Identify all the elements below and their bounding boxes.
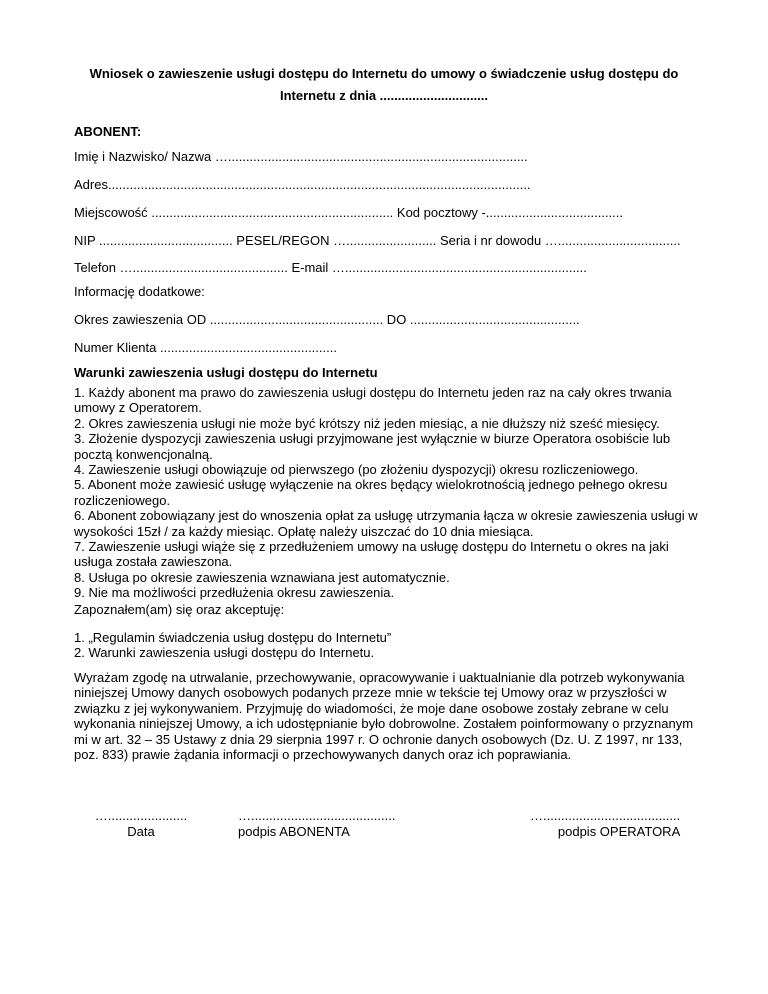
title-line-2: Internetu z dnia .............................. xyxy=(279,88,489,103)
condition-line: rozliczeniowego. xyxy=(74,492,171,508)
acceptance-item: 2. Warunki zawieszenia usługi dostępu do Internetu. xyxy=(74,645,375,661)
operator-signature xyxy=(530,808,680,840)
date-dots: …...................... xyxy=(94,808,188,823)
date-label: Data xyxy=(127,824,155,839)
condition-line: 2. Okres zawieszenia usługi nie może być krótszy niż jeden miesiąc, a nie dłuższy niż sześć miesięcy. xyxy=(74,415,660,431)
consent-line: poz. 833) prawie żądania informacji o przechowywanych danych oraz ich poprawiania. xyxy=(74,747,572,763)
condition-line: 4. Zawieszenie usługi obowiązuje od pierwszego (po złożeniu dyspozycji) okresu rozliczeniowego. xyxy=(74,462,639,478)
condition-line: 7. Zawieszenie usługi wiąże się z przedłużeniem umowy na usługę dostępu do Internetu o okres na jaki xyxy=(74,539,669,555)
condition-line: umowy z Operatorem. xyxy=(74,400,202,416)
conditions-list xyxy=(74,385,704,601)
conditions-heading: Warunki zawieszenia usługi dostępu do Internetu xyxy=(74,365,378,380)
extra-info-label: Informację dodatkowe: xyxy=(74,284,205,299)
condition-line: 1. Każdy abonent ma prawo do zawieszenia usługi dostępu do Internetu jeden raz na cały okres trwania xyxy=(74,385,672,400)
city-postal-field: Miejscowość ................................................................... Kod pocztowy -...................................... xyxy=(74,205,624,220)
condition-line: 5. Abonent może zawiesić usługę wyłączenie na okres będący wielokrotnością jednego pełnego okresu xyxy=(74,477,668,493)
acceptance-item: 1. „Regulamin świadczenia usług dostępu do Internetu” xyxy=(74,630,392,645)
acceptance-heading: Zapoznałem(am) się oraz akceptuję: xyxy=(74,602,285,617)
id-numbers-field: NIP ..................................... PESEL/REGON …......................... Seria i nr dowodu ….................................. xyxy=(74,233,681,248)
condition-line: 3. Złożenie dyspozycji zawieszenia usługi przyjmowane jest wyłącznie w biurze Operatora osobiście lub xyxy=(74,431,671,447)
abonent-signature xyxy=(238,808,395,840)
address-field: Adres..................................................................................................................... xyxy=(74,177,531,192)
condition-line: 9. Nie ma możliwości przedłużenia okresu zawieszenia. xyxy=(74,585,395,601)
consent-paragraph xyxy=(74,670,704,762)
consent-line: niniejszej Umowy danych osobowych podanych przeze mnie w tekście tej Umowy oraz w przyszłości w xyxy=(74,685,667,701)
abonent-signature-label: podpis ABONENTA xyxy=(238,824,350,839)
acceptance-list xyxy=(74,630,704,661)
condition-line: pocztą konwencjonalną. xyxy=(74,446,213,462)
condition-line: usługa została zawieszona. xyxy=(74,554,233,570)
consent-line: Wyrażam zgodę na utrwalanie, przechowywanie, opracowywanie i uaktualnianie dla potrzeb wykonywania xyxy=(74,670,685,685)
suspension-period-field: Okres zawieszenia OD ................................................ DO ............................................... xyxy=(74,312,580,327)
consent-line: związku z jej wykonywaniem. Przyjmuję do wiadomości, że moje dane osobowe zostały zebrane w celu xyxy=(74,700,669,716)
operator-signature-label: podpis OPERATORA xyxy=(557,824,681,839)
title-line-1: Wniosek o zawieszenie usługi dostępu do Internetu do umowy o świadczenie usług dostępu do xyxy=(89,66,679,81)
abonent-dots: …........................................ xyxy=(238,808,396,823)
abonent-heading: ABONENT: xyxy=(74,124,142,139)
operator-dots: …...................................... xyxy=(530,808,681,823)
name-field: Imię i Nazwisko/ Nazwa …................................................................................... xyxy=(74,149,528,164)
date-signature xyxy=(86,808,196,840)
consent-line: mi w art. 32 – 35 Ustawy z dnia 29 sierpnia 1997 r. O ochronie danych osobowych (Dz. U. Z 1997, nr 133, xyxy=(74,731,683,747)
condition-line: 6. Abonent zobowiązany jest do wnoszenia opłat za usługę utrzymania łącza w okresie zawieszenia usługi w xyxy=(74,508,698,524)
condition-line: 8. Usługa po okresie zawieszenia wznawiana jest automatycznie. xyxy=(74,569,450,585)
condition-line: wysokości 15zł / za każdy miesiąc. Opłatę należy uiszczać do 10 dnia miesiąca. xyxy=(74,523,534,539)
contact-field: Telefon …........................................... E-mail …................................................................... xyxy=(74,260,587,275)
client-number-field: Numer Klienta ................................................. xyxy=(74,340,337,355)
consent-line: wykonania niniejszej Umowy, a ich udostępnianie było dobrowolne. Zostałem poinformowany o przyznanym xyxy=(74,716,694,732)
